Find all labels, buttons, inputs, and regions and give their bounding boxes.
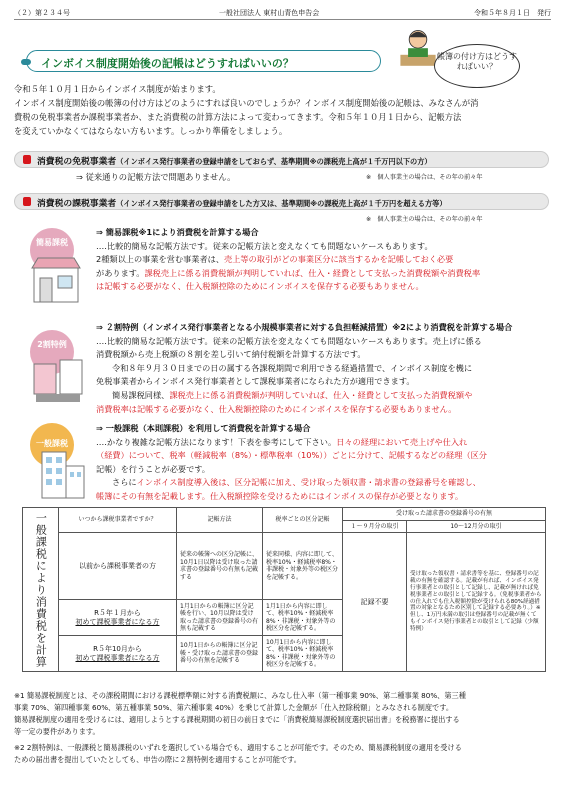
table-cell: 記録不要	[343, 533, 407, 672]
table-cell: R５年10月から	[93, 644, 142, 653]
section-line: があります。	[96, 267, 145, 278]
intro-line: 令和５年１０月１日からインボイス制度が始まります。	[14, 84, 221, 94]
intro-line: を変えていかなくてはならない方もいます。しっかり準備をしましょう。	[14, 126, 288, 136]
table-cell: 1月1日から内容に即して、税率10%・軽減税率8%・非課税・対象外等の税区分を記帳する。	[263, 600, 343, 636]
badge-label: 簡易課税	[36, 238, 68, 247]
table-cell: 10月1日から内容に即して、税率10%・軽減税率8%・非課税・対象外等の税区分を記帳する。	[263, 636, 343, 672]
section-line: ‥‥かなり複雑な記帳方法になります！下表を参考にして下さい。	[96, 436, 337, 447]
issue-number: （２）第２３４号	[14, 9, 70, 17]
twenty-percent-section	[96, 321, 551, 416]
emphasis-text: 課税売上に係る消費税額が判明していれば、仕入・経費として支払った消費税額や消費税率	[144, 267, 481, 278]
taxable-note: ※ 個人事業主の場合は、その年の前々年	[366, 216, 483, 223]
section-title: ⇒ 簡易課税※1により消費税を計算する場合	[96, 227, 259, 237]
footnotes	[14, 690, 551, 766]
band-marker	[23, 155, 31, 164]
column-header: いつから課税事業者ですか？	[59, 508, 177, 533]
column-header: 記帳方法	[177, 508, 263, 533]
section-title: ⇒ 一般課税（本則課税）を利用して消費税を計算する場合	[96, 423, 311, 433]
table-side-label: 一般課税により消費税を計算	[23, 508, 59, 672]
table-cell: 従来の帳簿への区分記帳に、10月1日以降は受け取った請求書の登録番号の有無も記載する	[177, 533, 263, 600]
section-line: さらに	[112, 477, 137, 488]
table-cell: 10月1日からの帳簿に区分記帳・受け取った請求書の登録番号の有無を記帳する	[177, 636, 263, 672]
band-sub: （インボイス発行事業者の登録申請をした方又は、基準期間※の課税売上高が１千万円を超える方等）	[116, 199, 447, 208]
section-line: 簡易課税同様、	[112, 389, 170, 400]
emphasis-text: 日々の経理において売上げや仕入れ	[336, 436, 468, 447]
band-heading: 消費税の免税事業者	[37, 157, 117, 167]
badge-label: 2割特例	[37, 340, 67, 349]
table-cell: 受け取った領収書・請求書等を基に、登録番号の記載の有無を確認する。記載が有れば、インボイス発行事業者との取引として記録し、記載が無ければ免税事業者との取引として記録する。（免税事業者からの仕入れでも仕入税額控除が受けられる80%経過措置の対象となるため区別して記録する必要あり。）※但し、1万円未満の取引は登録番号の記載が無くてもインボイス発行事業者との取引として記録（少額特例）	[407, 533, 546, 672]
page-header	[14, 6, 551, 20]
table-cell: R５年１月から	[94, 609, 141, 618]
band-marker	[23, 197, 31, 206]
simplified-tax-section	[96, 226, 551, 294]
publisher: 一般社団法人 東村山青色申告会	[219, 9, 320, 17]
column-header: 受け取った請求書の登録番号の有無	[343, 508, 546, 521]
emphasis-text: 課税売上に係る消費税額が判明していれば、仕入・経費として支払った消費税額や	[169, 389, 473, 400]
title-text: インボイス制度開始後の記帳はどうすればいいの？	[41, 57, 294, 70]
tax-exempt-band	[14, 151, 549, 168]
shop-icon	[28, 252, 84, 304]
badge-label: 一般課税	[36, 439, 68, 448]
intro-line: インボイス制度開始後の帳簿の付け方はどのようにすれば良いのでしょうか？インボイス制度開始後の記帳は、みなさんが消	[14, 98, 479, 108]
emphasis-text: 消費税率は記帳する必要がなく、仕入税額控除のためにインボイスを保存する必要もありません。	[96, 403, 457, 414]
table-cell: 初めて課税事業者になる方	[75, 617, 160, 626]
emphasis-text: は記帳する必要がなく、仕入税額控除のためにインボイスを保存する必要もありません。	[96, 281, 424, 292]
table-cell: 1月1日からの帳簿に区分記帳を行い、10月以降は受け取った請求書の登録番号の有無も記載する	[177, 600, 263, 636]
section-line: 消費税額から売上税額の８割を差し引いて納付税額を計算する方法です。	[96, 349, 366, 360]
emphasis-text: 帳簿にその有無を記載します。仕入税額控除を受けるためにはインボイスの保存が必要となります。	[96, 490, 464, 501]
section-line: 免税事業者からインボイス発行事業者として課税事業者になられた方が適用できます。	[96, 376, 415, 387]
section-line: 2種類以上の事業を営む事業者は、	[96, 254, 225, 265]
office-building-icon	[34, 448, 88, 500]
table-row	[23, 533, 546, 600]
emphasis-text: 記帳するなどの経理（区分	[388, 450, 487, 461]
section-line: ‥‥比較的簡易な記帳方法です。従来の記帳方法と変えなくても問題ないケースもあります。	[96, 240, 433, 251]
emphasis-text: （経費）について、税率（軽減税率（8%）・標準税率（10%））ごとに分けて、	[96, 450, 389, 461]
footnote-line: 等一定の要件があります。	[14, 727, 100, 736]
footnote-line: ※2 2割特例は、一般課税と簡易課税のいずれを選択している場合でも、適用することが可能です。そのため、簡易課税制度の適用を受ける	[14, 743, 462, 752]
footnote-line: ための届出書を提出していたとしても、申告の際に２割特例を適用することが可能です。	[14, 755, 301, 764]
table-cell: 初めて課税事業者になる方	[75, 653, 160, 662]
column-header: 10〜12月分の取引	[407, 520, 546, 533]
table-cell: 以前から課税事業者の方	[59, 533, 177, 600]
bookkeeping-table	[22, 507, 546, 672]
intro-paragraph	[14, 82, 549, 138]
footnote-line: 簡易課税制度の適用を受けるには、適用しようとする課税期間の初日の前日までに「消費税簡易課税制度選択届出書」を税務署に提出する	[14, 715, 460, 724]
section-line: 令和８年９月３０日までの日の属する各課税期間で利用できる経過措置で、インボイス制度を機に	[112, 362, 473, 373]
column-header: １〜９月分の取引	[343, 520, 407, 533]
general-tax-section	[96, 422, 551, 504]
tax-exempt-body: ⇒ 従来通りの記帳方法で問題ありません。	[76, 172, 236, 182]
section-line: 記帳）を行うことが必要です。	[96, 463, 210, 474]
column-header: 税率ごとの区分記帳	[263, 508, 343, 533]
issue-date: 令和５年８月１日 発行	[474, 9, 551, 17]
thinking-person-icon	[398, 24, 438, 68]
band-sub: （インボイス発行事業者の登録申請をしておらず、基準期間※の課税売上高が１千万円以下の方）	[116, 157, 432, 166]
footnote-line: ※1 簡易課税制度とは、その課税期間における課税標準額に対する消費税額に、みなし仕入率（第一種事業 90%、第二種事業 80%、第三種	[14, 691, 466, 700]
footnote-line: 事業 70%、第四種事業 60%、第五種事業 50%、第六種事業 40%）を乗じて計算した金額が「仕入控除税額」とみなされる制度です。	[14, 703, 454, 712]
table-cell: 従来同様、内容に即して、税率10%・軽減税率8%・非課税・対象外等の税区分を記帳する。	[263, 533, 343, 600]
emphasis-text: 売上等の取引がどの事業区分に該当するかを記帳しておく必要	[224, 254, 454, 265]
band-heading: 消費税の課税事業者	[37, 199, 117, 209]
intro-line: 費税の免税事業者か課税事業者か、また消費税の計算方法によって変わってきます。令和５年１０月１日から、記帳方法	[14, 112, 462, 122]
section-title: ⇒ ２割特例（インボイス発行事業者となる小規模事業者に対する負担軽減措置）※2により消費税を計算する場合	[96, 322, 513, 332]
taxable-band	[14, 193, 549, 210]
tax-exempt-note: ※ 個人事業主の場合は、その年の前々年	[366, 174, 483, 181]
invoice-documents-icon	[30, 356, 86, 406]
bubble-text: 帳簿の付け方はどうすればいい？	[437, 52, 517, 71]
emphasis-text: インボイス制度導入後は、区分記帳に加え、受け取った領収書・請求書の登録番号を確認し、	[136, 477, 481, 488]
section-line: ‥‥比較的簡易な記帳方法です。従来の記帳方法を変えなくても問題ないケースもあります。売上げに係る	[96, 335, 482, 346]
page-title	[26, 50, 381, 72]
